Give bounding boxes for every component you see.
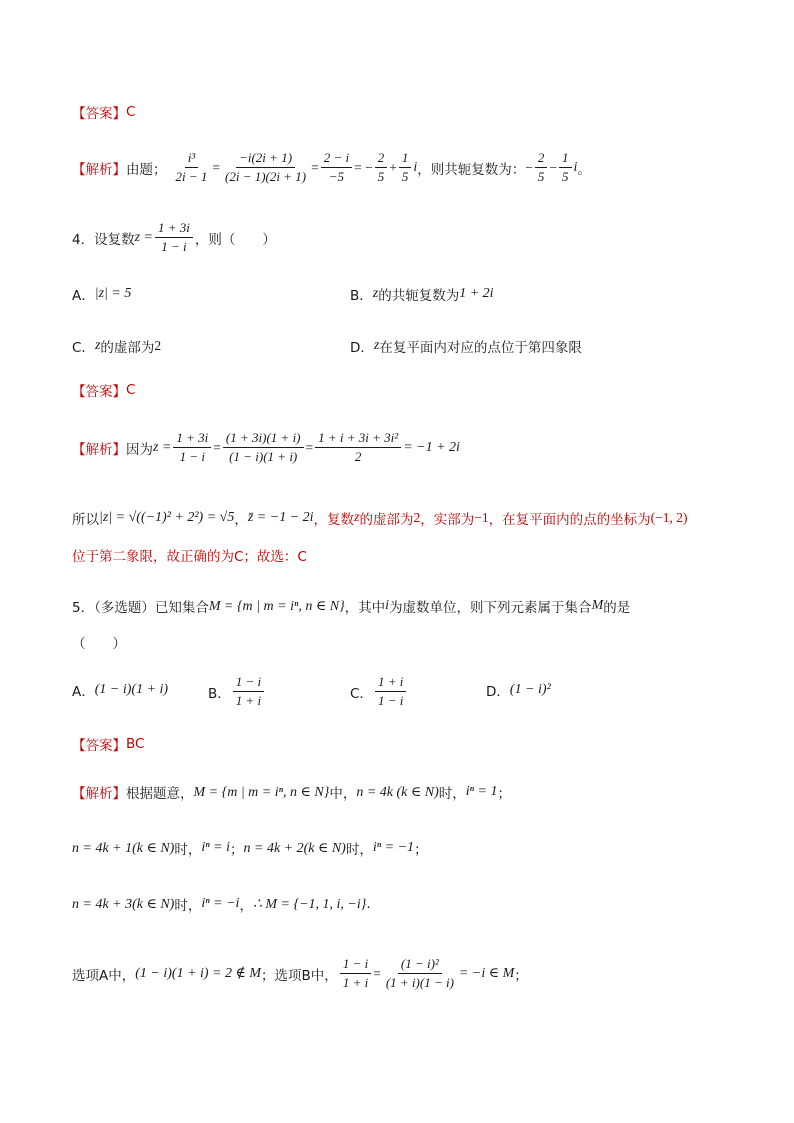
answer-value: C	[126, 104, 136, 120]
q5-answer-line	[72, 734, 144, 754]
punctuation: ；	[414, 842, 428, 858]
math-expression: M = {m | m = iⁿ, n ∈ N}	[193, 784, 330, 800]
math-var: z	[94, 338, 101, 353]
q5-analysis-line-3	[72, 894, 371, 914]
question-number: 4．设复数	[72, 231, 135, 248]
math-var: z	[373, 338, 380, 353]
analysis-text: 中，	[329, 786, 357, 802]
math-expression: ∴ M = {−1, 1, i, −i}	[252, 896, 367, 912]
fraction: $\frac{-i(2i + 1)}{(2i - 1)(2i + 1)}$	[225, 150, 307, 184]
q3-answer-line	[72, 102, 135, 122]
q5-analysis-line-1	[72, 782, 511, 802]
fraction: $\frac{2 - i}{-5}$	[321, 150, 352, 185]
math-var: i	[385, 598, 390, 613]
math-operator: = −	[354, 159, 373, 175]
fraction: $\frac{1 + 3i}{1 - i}$	[155, 220, 193, 255]
stem-text: 的是	[603, 600, 631, 616]
q5-analysis-line-2	[72, 838, 428, 858]
math-expression: = −i ∈ M	[458, 966, 515, 981]
q4-analysis-line: 【解析】 因为 z = $\frac{1 + 3i}{1 - i}$ = $\frac{(1 + 3i)(1 + i)}{(1 - i)(1 + i)}$ = $\frac{\text{1 + i + 3i + 3i²}}{2}$ = −1 + 2i	[72, 430, 460, 464]
answer-value: BC	[126, 736, 145, 752]
punctuation: ；	[497, 786, 511, 802]
q5-option-c	[350, 674, 408, 709]
math-expression: |z| = √((−1)² + 2²) = √5	[99, 510, 235, 525]
analysis-tag: 【解析】	[72, 441, 126, 458]
analysis-text: 根据题意，	[126, 786, 194, 802]
option-label: B．	[208, 685, 231, 702]
math-var: z =	[134, 229, 153, 245]
math-expression: (1 − i)(1 + i) = 2 ∉ M	[135, 966, 262, 981]
option-label: A．	[72, 684, 95, 700]
fraction: $\frac{1}{5}$	[559, 150, 572, 185]
math-var: M	[591, 598, 604, 613]
answer-tag: 【答案】	[72, 384, 126, 400]
punctuation: ；	[514, 967, 528, 984]
analysis-text: ，则共轭复数为：	[417, 161, 526, 178]
math-value: 2	[413, 510, 421, 525]
math-expression: z̄ = −1 − 2i	[247, 510, 314, 525]
option-label: A．	[72, 288, 95, 304]
stem-text: 为虚数单位，则下列元素属于集合	[389, 600, 592, 616]
q5-option-d	[486, 680, 551, 700]
fraction: $\frac{(1 + 3i)(1 + i)}{(1 - i)(1 + i)}$	[223, 430, 304, 465]
q4-answer-line	[72, 380, 135, 400]
analysis-text: 时，	[345, 842, 373, 858]
fraction: $\frac{1 - i}{1 + i}$	[233, 674, 264, 709]
q4-analysis-line-3	[72, 545, 307, 565]
math-var: z	[372, 286, 379, 301]
option-math: (1 − i)(1 + i)	[94, 682, 169, 697]
answer-blank: （ ）	[72, 636, 126, 652]
q5-paren	[72, 632, 126, 652]
option-text: 在复平面内对应的点位于第四象限	[379, 340, 582, 356]
analysis-text: 时，	[174, 898, 202, 914]
analysis-tag: 【解析】	[72, 161, 126, 178]
q4-option-b	[350, 284, 494, 304]
answer-value: C	[126, 382, 136, 398]
analysis-text: ，复数	[313, 512, 355, 528]
math-expression: M = {m | m = iⁿ, n ∈ N}	[208, 598, 345, 614]
fraction: $\frac{1 + i}{1 - i}$	[375, 674, 406, 709]
q5-option-b	[208, 674, 266, 709]
analysis-text: 的虚部为	[359, 512, 414, 528]
math-expression: iⁿ = i	[201, 840, 230, 855]
analysis-text: ；选项B中，	[261, 967, 338, 984]
q4-option-c	[72, 336, 161, 356]
punctuation: 。	[577, 161, 591, 178]
fraction: $\frac{1 + 3i}{1 - i}$	[173, 430, 211, 465]
option-label: C．	[350, 685, 373, 702]
math-expression: n = 4k + 1(k ∈ N)	[72, 840, 175, 856]
math-expression: n = 4k + 2(k ∈ N)	[243, 840, 346, 856]
fraction: $\frac{\text{(1 − i)²}}{(1 + i)(1 - i)}$	[385, 956, 454, 990]
analysis-text: 所以	[72, 512, 99, 528]
math-expression: n = 4k (k ∈ N)	[356, 784, 439, 800]
math-expression: iⁿ = −i	[201, 896, 240, 911]
fraction: $\frac{1}{5}$	[399, 150, 412, 185]
punctuation: ；	[230, 842, 244, 858]
q5-stem	[72, 596, 630, 616]
q5-analysis-line-4: 选项A中， (1 − i)(1 + i) = 2 ∉ M ；选项B中， $\frac{1 - i}{1 + i}$ = $\frac{\text{(1 − i)²}}{(1 + i)(1 - i)}$ = −i ∈ M ；	[72, 956, 528, 990]
fraction: $\frac{\text{i³}}{2i - 1}$	[175, 150, 208, 184]
q5-option-a	[72, 680, 168, 700]
answer-tag: 【答案】	[72, 106, 126, 122]
analysis-text: 选项A中，	[72, 967, 136, 984]
punctuation: ，	[239, 898, 253, 914]
math-var: z	[354, 510, 360, 525]
analysis-text: ，在复平面内的点的坐标为	[488, 512, 651, 528]
q3-analysis-line: 【解析】 由题； $\frac{\text{i³}}{2i - 1}$ = $\frac{-i(2i + 1)}{(2i - 1)(2i + 1)}$ = $\frac{2 - i}{-5}$ = − $\frac{2}{5}$ + $\frac{1}{5}$ i ，则共轭复数为： − $\frac{2}{5}$ − $\frac{1}{5}$ i 。	[72, 150, 591, 184]
option-label: C．	[72, 340, 95, 356]
analysis-text: 时，	[438, 786, 466, 802]
math-var: z =	[153, 439, 172, 455]
option-math: (1 − i)²	[509, 682, 551, 697]
punctuation: .	[366, 896, 371, 912]
question-number: 5．（多选题）已知集合	[72, 600, 209, 616]
option-label: D．	[350, 340, 374, 356]
math-expression: iⁿ = −1	[372, 840, 415, 855]
option-label: B．	[350, 288, 373, 304]
option-text: 的虚部为	[100, 340, 155, 356]
option-math: 2	[154, 338, 162, 353]
math-value: (−1, 2)	[650, 510, 688, 525]
punctuation: ，	[234, 512, 248, 528]
option-label: D．	[486, 684, 510, 700]
q4-option-a	[72, 284, 131, 304]
option-text: 的共轭复数为	[378, 288, 460, 304]
q4-analysis-line-2	[72, 508, 687, 528]
analysis-text: ，实部为	[420, 512, 475, 528]
math-value: −1	[474, 510, 489, 525]
fraction: $\frac{\text{1 + i + 3i + 3i²}}{2}$	[315, 430, 401, 465]
analysis-lead: 由题；	[126, 161, 167, 178]
option-math: 1 + 2i	[459, 286, 494, 301]
analysis-text: 时，	[174, 842, 202, 858]
q4-stem	[72, 220, 276, 255]
option-math: |z| = 5	[94, 286, 132, 301]
math-expression: n = 4k + 3(k ∈ N)	[72, 896, 175, 912]
math-result: = −1 + 2i	[403, 439, 460, 455]
math-expression: iⁿ = 1	[465, 784, 498, 799]
analysis-lead: 因为	[126, 441, 153, 458]
fraction: $\frac{1 - i}{1 + i}$	[340, 956, 371, 991]
q4-option-d	[350, 336, 582, 356]
answer-tag: 【答案】	[72, 738, 126, 754]
stem-suffix: ，则（ ）	[194, 231, 276, 248]
fraction: $\frac{2}{5}$	[375, 150, 388, 185]
fraction: $\frac{2}{5}$	[535, 150, 548, 185]
stem-text: ，其中	[344, 600, 386, 616]
analysis-tag: 【解析】	[72, 786, 126, 802]
analysis-text: 位于第二象限，故正确的为C；故选：C	[72, 549, 307, 565]
